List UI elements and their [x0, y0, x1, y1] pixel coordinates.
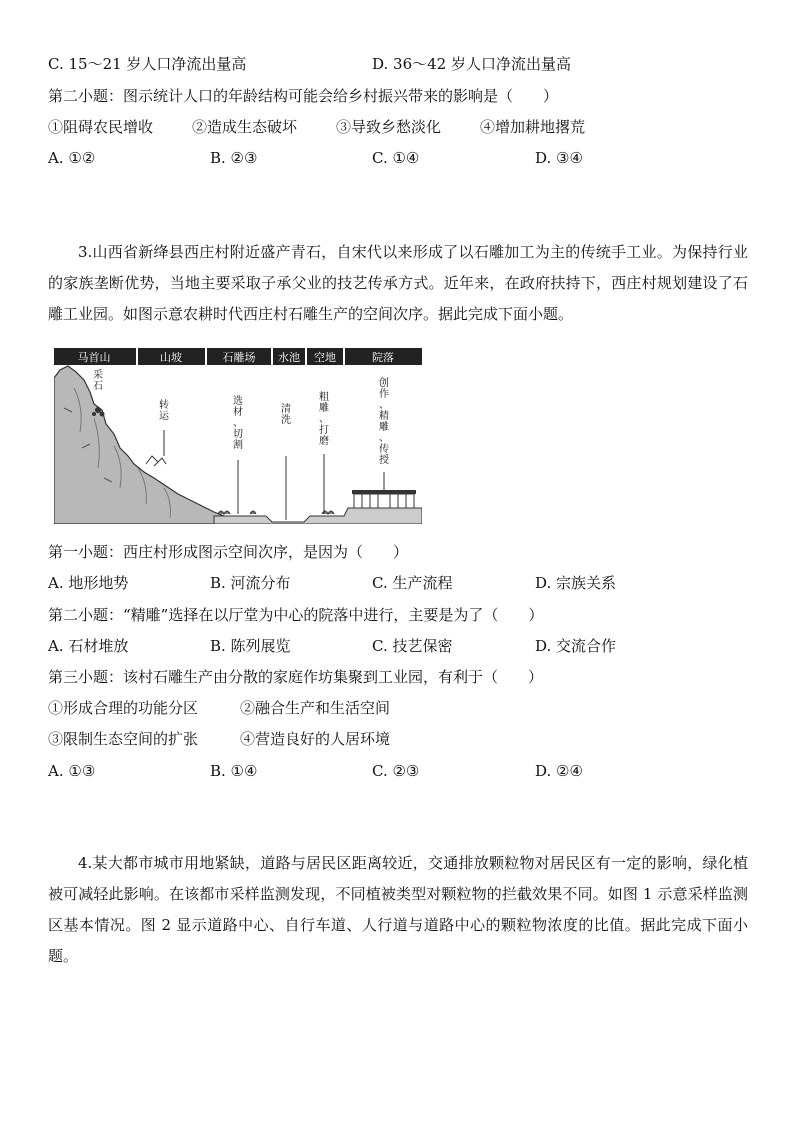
option-b[interactable]: B. ①④	[210, 762, 258, 780]
q3-sub1-stem: 第一小题：西庄村形成图示空间次序，是因为（ ）	[48, 543, 409, 561]
option-d[interactable]: D. ③④	[535, 149, 583, 167]
label-cudiao: 粗雕、打磨	[319, 392, 329, 447]
option-b[interactable]: B. 河流分布	[210, 574, 291, 592]
option-d[interactable]: D. 宗族关系	[535, 574, 617, 592]
option-c[interactable]: C. 技艺保密	[372, 637, 453, 655]
statement-2: ②融合生产和生活空间	[240, 699, 391, 717]
option-a[interactable]: A. ①③	[48, 762, 96, 780]
q3-sub3-stem: 第三小题：该村石雕生产由分散的家庭作坊集聚到工业园，有利于（ ）	[48, 668, 544, 686]
q3-intro	[48, 237, 748, 330]
courtyard-building-icon	[352, 490, 416, 508]
zone-shanpo: 山坡	[160, 351, 182, 364]
q3-sub2-stem: 第二小题：“精雕”选择在以厅堂为中心的院落中进行，主要是为了（ ）	[48, 606, 544, 624]
statement-1: ①形成合理的功能分区	[48, 699, 199, 717]
statement-4: ④增加耕地撂荒	[480, 118, 586, 136]
option-a[interactable]: A. 地形地势	[48, 574, 129, 592]
q3-intro-text: 3.山西省新绛县西庄村附近盛产青石，自宋代以来形成了以石雕加工为主的传统手工业。为保持行业的家族垄断优势，当地主要采取子承父业的技艺传承方式。近年来，在政府扶持下，西庄村规划建设了石雕工业园。如图示意农耕时代西庄村石雕生产的空间次序。据此完成下面小题。	[48, 243, 748, 323]
stone-carving-spatial-order-figure	[54, 348, 422, 524]
label-xuancai: 选材、切割	[233, 396, 243, 451]
zone-kongdi: 空地	[314, 351, 336, 364]
option-d[interactable]: D. 36～42 岁人口净流出量高	[372, 55, 571, 73]
option-b[interactable]: B. 陈列展览	[210, 637, 291, 655]
label-chuangzuo: 创作、精雕、传授	[379, 378, 389, 466]
option-a[interactable]: A. 石材堆放	[48, 637, 129, 655]
statement-2: ②造成生态破坏	[192, 118, 298, 136]
option-c[interactable]: C. ②③	[372, 762, 420, 780]
q4-intro-text: 4.某大都市城市用地紧缺，道路与居民区距离较近，交通排放颗粒物对居民区有一定的影响，绿化植被可减轻此影响。在该都市采样监测发现，不同植被类型对颗粒物的拦截效果不同。如图 1 示意采样监测区基本情况。图 2 显示道路中心、自行车道、人行道与道路中心的颗粒物浓度的比值。据此完成下面小题。	[48, 854, 748, 965]
zone-yuanluo: 院落	[372, 351, 394, 364]
zone-mashoushan: 马首山	[77, 351, 111, 364]
statement-4: ④营造良好的人居环境	[240, 730, 391, 748]
option-d[interactable]: D. ②④	[535, 762, 583, 780]
option-a[interactable]: A. ①②	[48, 149, 96, 167]
option-d[interactable]: D. 交流合作	[535, 637, 617, 655]
label-zhuanyun: 转运	[159, 400, 169, 422]
zone-shuichi: 水池	[278, 351, 300, 364]
label-qingxi: 清洗	[281, 404, 291, 426]
q4-intro	[48, 848, 748, 972]
statement-1: ①阻碍农民增收	[48, 118, 154, 136]
option-b[interactable]: B. ②③	[210, 149, 258, 167]
option-c[interactable]: C. 15～21 岁人口净流出量高	[48, 55, 247, 73]
option-c[interactable]: C. 生产流程	[372, 574, 453, 592]
zone-shidiaochang: 石雕场	[222, 351, 256, 364]
option-c[interactable]: C. ①④	[372, 149, 420, 167]
mountain-shape	[54, 366, 230, 524]
statement-3: ③限制生态空间的扩张	[48, 730, 199, 748]
label-caishi: 采石	[93, 370, 103, 392]
statement-3: ③导致乡愁淡化	[336, 118, 442, 136]
q2-sub2-stem: 第二小题：图示统计人口的年龄结构可能会给乡村振兴带来的影响是（ ）	[48, 87, 559, 105]
